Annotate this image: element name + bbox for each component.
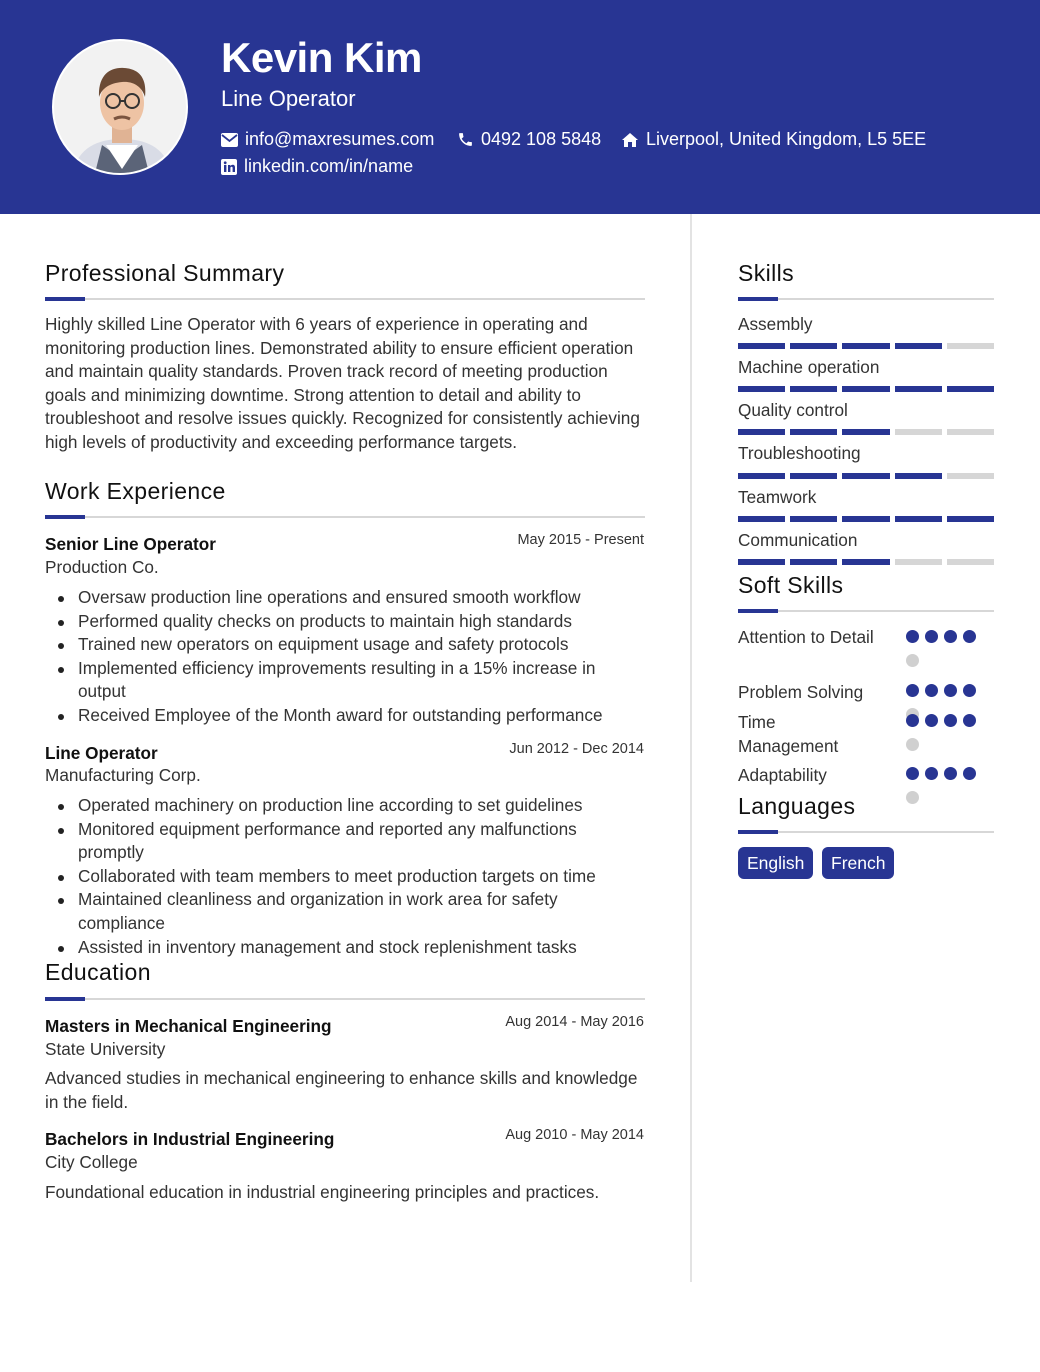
skill-segment (790, 473, 837, 479)
rating-dot (906, 767, 919, 780)
email-text: info@maxresumes.com (245, 129, 435, 149)
skill-segment (738, 473, 785, 479)
section-accent (738, 830, 778, 834)
skill-segment (842, 386, 889, 392)
rating-dot (906, 738, 919, 751)
summary-heading: Professional Summary (45, 260, 285, 286)
candidate-name: Kevin Kim (221, 34, 422, 81)
skill-level-bar (738, 429, 994, 435)
degree-title: Bachelors in Industrial Engineering (45, 1129, 335, 1149)
rating-dot (944, 684, 957, 697)
soft-skill-rating (906, 767, 986, 804)
skill-name: Machine operation (738, 357, 880, 377)
job-company: Production Co. (45, 557, 159, 577)
skill-segment (842, 429, 889, 435)
skill-segment (842, 559, 889, 565)
skill-segment (895, 516, 942, 522)
school-name: City College (45, 1152, 138, 1172)
soft-skills-heading: Soft Skills (738, 572, 844, 598)
skill-segment (947, 429, 994, 435)
soft-skill-name: Time Management (738, 712, 839, 756)
skill-segment (947, 559, 994, 565)
skill-segment (738, 386, 785, 392)
skill-segment (895, 386, 942, 392)
skill-segment (895, 343, 942, 349)
list-item: Assisted in inventory management and stock replenishment tasks (45, 936, 645, 960)
job-bullets (45, 586, 645, 728)
rating-dot (963, 767, 976, 780)
skill-segment (842, 473, 889, 479)
language-badge: French (822, 847, 894, 879)
linkedin-icon (221, 159, 237, 175)
skill-level-bar (738, 473, 994, 479)
education-description: Foundational education in industrial engineering principles and practices. (45, 1182, 600, 1202)
phone-icon (457, 131, 474, 148)
skill-name: Communication (738, 530, 858, 550)
skill-segment (790, 386, 837, 392)
school-name: State University (45, 1039, 166, 1059)
phone-text: 0492 108 5848 (481, 129, 602, 149)
skill-segment (790, 516, 837, 522)
list-item: Trained new operators on equipment usage and safety protocols (45, 633, 645, 657)
skill-segment (738, 516, 785, 522)
skill-name: Teamwork (738, 487, 817, 507)
skill-level-bar (738, 343, 994, 349)
list-item: Collaborated with team members to meet production targets on time (45, 865, 645, 889)
skill-segment (947, 516, 994, 522)
home-icon (621, 132, 639, 148)
skill-segment (842, 516, 889, 522)
section-rule (45, 298, 645, 300)
person-portrait-icon (54, 41, 188, 175)
skill-segment (947, 473, 994, 479)
resume-header (0, 0, 1040, 214)
skill-name: Quality control (738, 400, 848, 420)
list-item: Operated machinery on production line according to set guidelines (45, 794, 645, 818)
section-accent (45, 297, 85, 301)
profile-photo (52, 39, 188, 175)
envelope-icon (221, 133, 238, 147)
list-item: Monitored equipment performance and reported any malfunctions promptly (45, 818, 645, 865)
skill-segment (895, 559, 942, 565)
job-dates: May 2015 - Present (517, 532, 644, 548)
education-heading: Education (45, 959, 151, 985)
rating-dot (944, 714, 957, 727)
rating-dot (944, 630, 957, 643)
rating-dot (925, 684, 938, 697)
skill-level-bar (738, 386, 994, 392)
list-item: Maintained cleanliness and organization in work area for safety compliance (45, 888, 645, 935)
experience-heading: Work Experience (45, 478, 226, 504)
section-rule (45, 516, 645, 518)
skill-name: Troubleshooting (738, 443, 861, 463)
skills-heading: Skills (738, 260, 795, 286)
section-accent (45, 515, 85, 519)
list-item: Received Employee of the Month award for outstanding performance (45, 704, 645, 728)
list-item: Performed quality checks on products to maintain high standards (45, 610, 645, 634)
list-item: Oversaw production line operations and ensured smooth workflow (45, 586, 645, 610)
job-dates: Jun 2012 - Dec 2014 (509, 741, 644, 757)
languages-heading: Languages (738, 793, 856, 819)
contact-phone[interactable] (457, 129, 601, 150)
section-accent (738, 609, 778, 613)
soft-skill-name: Adaptability (738, 765, 827, 785)
skill-segment (895, 429, 942, 435)
contact-email[interactable] (221, 129, 434, 150)
soft-skill-rating (906, 714, 986, 751)
section-accent (738, 297, 778, 301)
rating-dot (925, 714, 938, 727)
education-description: Advanced studies in mechanical engineering to enhance skills and knowledge in the field. (45, 1068, 638, 1112)
job-bullets (45, 794, 645, 959)
candidate-title: Line Operator (221, 86, 356, 111)
summary-text: Highly skilled Line Operator with 6 years of experience in operating and monitoring production lines. Demonstrated ability to ensure efficient operation and maintain quality standards. Proven track record of meeting production goals and minimizing downtime. Strong attention to detail and ability to troubleshoot and resolve issues quickly. Recognized for consistently achieving high levels of productivity and exceeding performance targets. (45, 314, 640, 452)
skill-segment (738, 343, 785, 349)
skill-level-bar (738, 516, 994, 522)
rating-dot (944, 767, 957, 780)
language-badge: English (738, 847, 813, 879)
rating-dot (925, 767, 938, 780)
rating-dot (906, 684, 919, 697)
skill-level-bar (738, 559, 994, 565)
list-item: Implemented efficiency improvements resulting in a 15% increase in output (45, 657, 645, 704)
skill-segment (790, 559, 837, 565)
skill-segment (790, 343, 837, 349)
job-title: Line Operator (45, 743, 158, 763)
rating-dot (925, 630, 938, 643)
soft-skill-name: Problem Solving (738, 682, 864, 702)
rating-dot (906, 791, 919, 804)
section-accent (45, 997, 85, 1001)
rating-dot (906, 630, 919, 643)
contact-linkedin[interactable] (221, 156, 413, 177)
location-text: Liverpool, United Kingdom, L5 5EE (646, 129, 927, 149)
contact-location (621, 129, 926, 150)
education-dates: Aug 2014 - May 2016 (505, 1014, 644, 1030)
rating-dot (906, 654, 919, 667)
job-company: Manufacturing Corp. (45, 765, 201, 785)
skill-segment (895, 473, 942, 479)
skill-segment (947, 386, 994, 392)
education-dates: Aug 2010 - May 2014 (505, 1127, 644, 1143)
rating-dot (963, 630, 976, 643)
job-title: Senior Line Operator (45, 534, 216, 554)
rating-dot (963, 714, 976, 727)
skill-segment (790, 429, 837, 435)
degree-title: Masters in Mechanical Engineering (45, 1016, 332, 1036)
skill-segment (842, 343, 889, 349)
rating-dot (963, 684, 976, 697)
skill-segment (738, 559, 785, 565)
section-rule (45, 998, 645, 1000)
skill-segment (738, 429, 785, 435)
linkedin-text: linkedin.com/in/name (244, 156, 414, 176)
skill-segment (947, 343, 994, 349)
soft-skill-name: Attention to Detail (738, 627, 874, 647)
column-divider (690, 214, 692, 1282)
rating-dot (906, 714, 919, 727)
skill-name: Assembly (738, 314, 813, 334)
soft-skill-rating (906, 630, 986, 667)
